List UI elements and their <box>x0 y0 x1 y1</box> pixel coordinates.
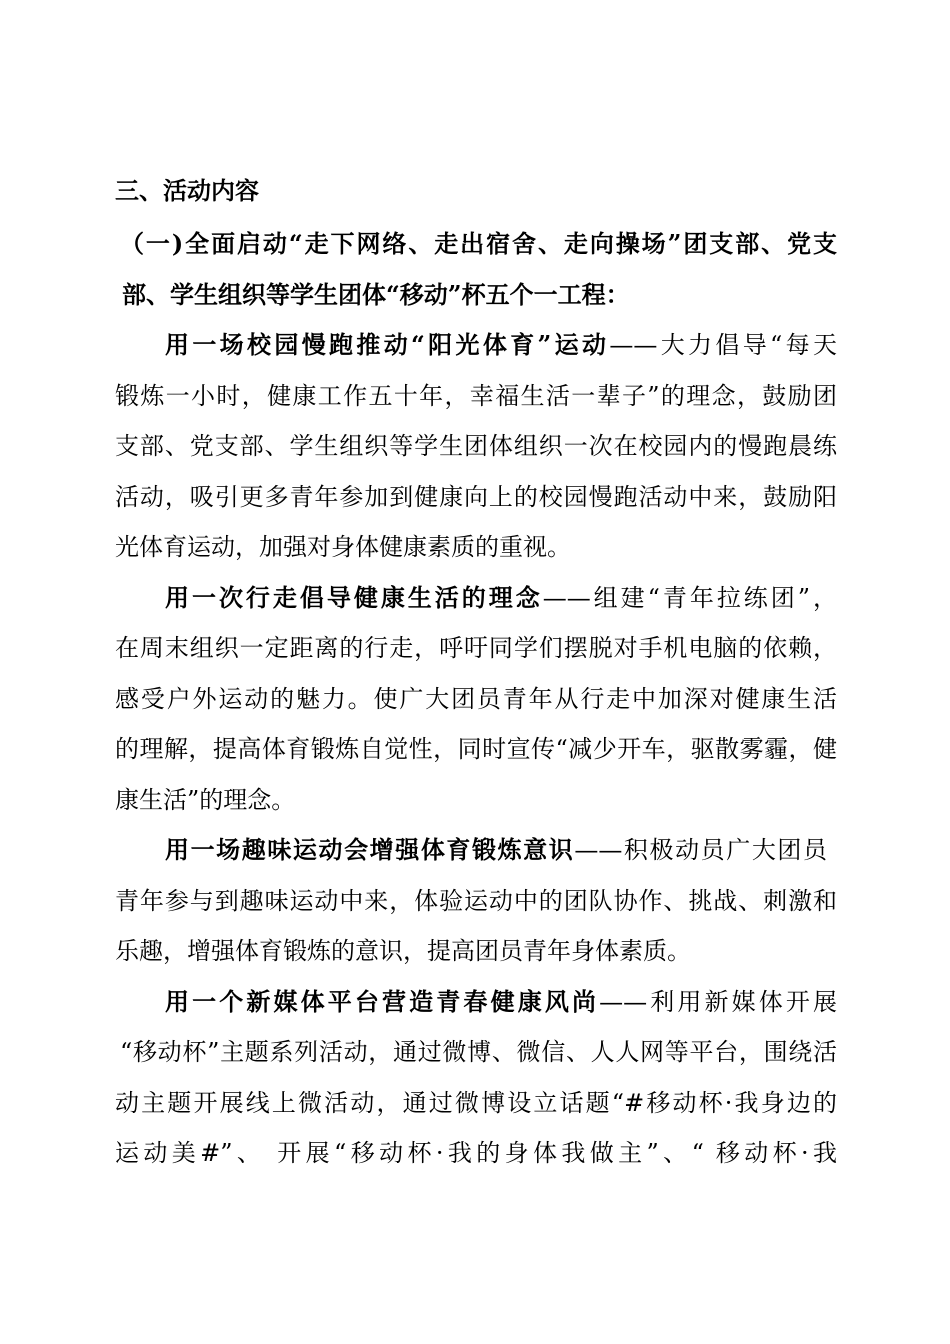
item-2-line: 康生活”的理念。 <box>115 786 296 814</box>
item-4-first-line <box>165 985 837 1019</box>
item-3-line: 青年参与到趣味运动中来，体验运动中的团队协作、挑战、刺激和 <box>115 887 837 915</box>
item-4-line: 运动美#”、 开展“移动杯·我的身体我做主”、“ 移动杯·我 <box>115 1139 837 1167</box>
item-1-line: 活动，吸引更多青年参加到健康向上的校园慢跑活动中来，鼓励阳 <box>115 483 837 511</box>
subsection-heading-line-1: （一)全面启动“走下网络、走出宿舍、走向操场”团支部、党支 <box>120 229 837 258</box>
item-3-line: 乐趣，增强体育锻炼的意识，提高团员青年身体素质。 <box>115 937 691 965</box>
item-1-title: 用一场校园慢跑推动“阳光体育”运动 <box>165 330 610 359</box>
item-2-line: 感受户外运动的魅力。使广大团员青年从行走中加深对健康生活 <box>115 685 837 713</box>
section-title: 三、活动内容 <box>115 176 259 205</box>
item-1-line: 光体育运动，加强对身体健康素质的重视。 <box>115 533 571 561</box>
item-4-line: “移动杯”主题系列活动，通过微博、微信、人人网等平台，围绕活 <box>120 1038 837 1066</box>
item-4-line: 动主题开展线上微活动，通过微博设立话题“#移动杯·我身边的 <box>115 1089 837 1117</box>
item-2-first-line <box>165 581 837 615</box>
item-1-first-rest: ——大力倡导“每天 <box>609 331 837 359</box>
item-1-line: 锻炼一小时，健康工作五十年，幸福生活一辈子”的理念，鼓励团 <box>115 382 837 410</box>
item-2-line: 的理解，提高体育锻炼自觉性，同时宣传“减少开车，驱散雾霾，健 <box>115 735 837 763</box>
item-2-first-rest: ——组建“青年拉练团”， <box>542 584 837 612</box>
item-4-title: 用一个新媒体平台营造青春健康风尚 <box>165 987 600 1016</box>
item-3-first-line <box>165 833 827 867</box>
item-2-line: 在周末组织一定距离的行走，呼吁同学们摆脱对手机电脑的依赖， <box>115 634 837 662</box>
item-4-first-rest: ——利用新媒体开展 <box>599 988 838 1016</box>
item-3-first-rest: ——积极动员广大团员 <box>574 836 828 864</box>
item-1-line: 支部、党支部、学生组织等学生团体组织一次在校园内的慢跑晨练 <box>115 432 837 460</box>
item-3-title: 用一场趣味运动会增强体育锻炼意识 <box>165 835 575 864</box>
subsection-heading-line-2: 部、学生组织等学生团体“移动”杯五个一工程： <box>122 280 630 309</box>
item-2-title: 用一次行走倡导健康生活的理念 <box>165 583 543 612</box>
item-1-first-line <box>165 328 837 362</box>
